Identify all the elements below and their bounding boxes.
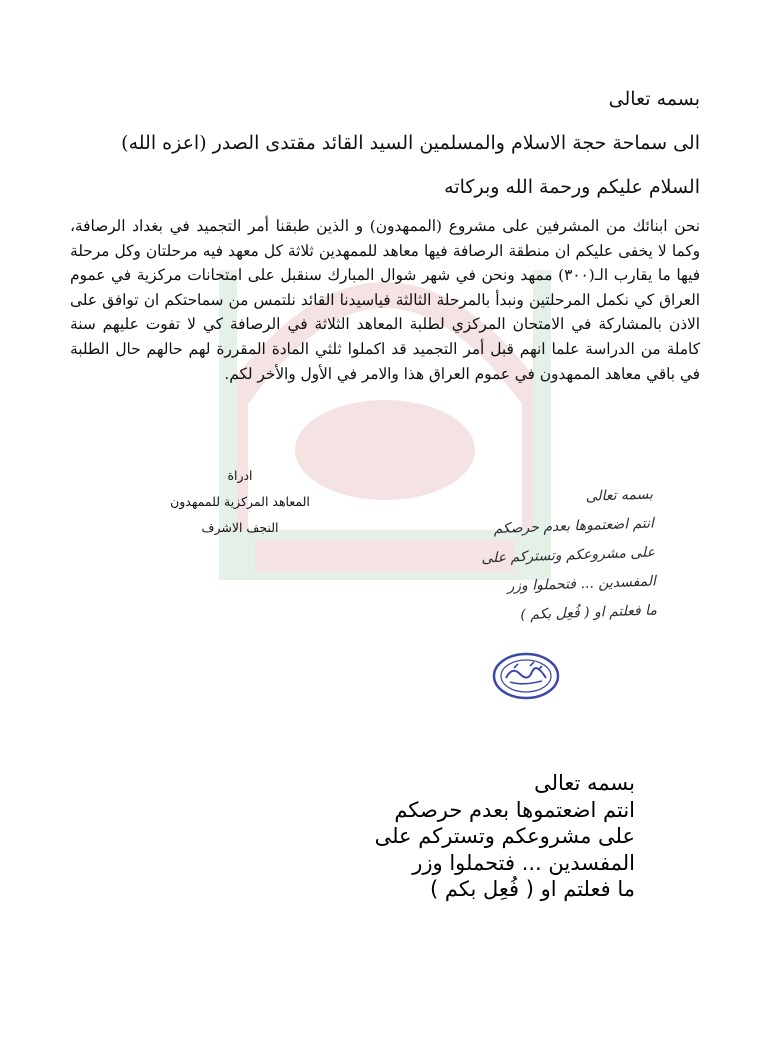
stamp-seal [492, 652, 560, 700]
transcription-line: المفسدين ... فتحملوا وزر [412, 850, 635, 875]
signature-line-administration: ادراة [227, 468, 253, 483]
watermark-center-mark [295, 400, 475, 500]
handwritten-line: على مشروعكم وتستركم على [481, 544, 656, 567]
transcription-line: على مشروعكم وتستركم على [374, 824, 635, 848]
handwritten-line: بسمه تعالى [585, 486, 654, 505]
transcription-line: ما فعلتم او ( فُعِل بكم ) [430, 877, 635, 901]
transcription-line: انتم اضعتموها بعدم حرصكم [394, 797, 635, 822]
reply-transcription [240, 770, 635, 903]
signature-line-institutes: المعاهد المركزية للممهدون [170, 494, 310, 509]
handwritten-reply [393, 481, 658, 635]
transcription-line: بسمه تعالى [534, 771, 635, 795]
handwritten-line: المفسدين ... فتحملوا وزر [507, 573, 657, 595]
letter-bismillah: بسمه تعالى [608, 88, 700, 110]
signature-block [160, 463, 320, 541]
handwritten-line: ما فعلتم او ( فُعِل بكم ) [520, 602, 658, 624]
letter-greeting: السلام عليكم ورحمة الله وبركاته [444, 176, 700, 198]
letter-paragraph: نحن ابنائك من المشرفين على مشروع (الممهدون) و الذين طبقنا أمر التجميد في بغداد الرصافة، وكما لا يخفى عليكم ان منطقة الرصافة فيها معاهد للممهدين ثلاثة كل معهد فيه مرحلتان وكل مرحلة فيها ما يقارب الـ(٣٠٠) ممهد ونحن في شهر شوال المبارك سنقبل على امتحانات مركزية في عموم العراق كي نكمل المرحلتين ونبدأ بالمرحلة الثالثة فياسيدنا القائد نلتمس من سماحتكم ان توافق على الاذن بالمشاركة في الامتحان المركزي لطلبة المعاهد الثلاثة في الرصافة كي لا تفوت عليهم سنة كاملة من الدراسة علما انهم قبل أمر التجميد قد اكملوا ثلثي المادة المقررة لهم حالهم حال الطلبة في باقي معاهد الممهدون في عموم العراق هذا والامر في الأول والأخر لكم. [70, 217, 701, 383]
handwritten-line: انتم اضعتموها بعدم حرصكم [493, 515, 655, 538]
letter-address: الى سماحة حجة الاسلام والمسلمين السيد القائد مقتدى الصدر (اعزه الله) [121, 132, 700, 154]
signature-line-city: النجف الاشرف [201, 520, 279, 535]
